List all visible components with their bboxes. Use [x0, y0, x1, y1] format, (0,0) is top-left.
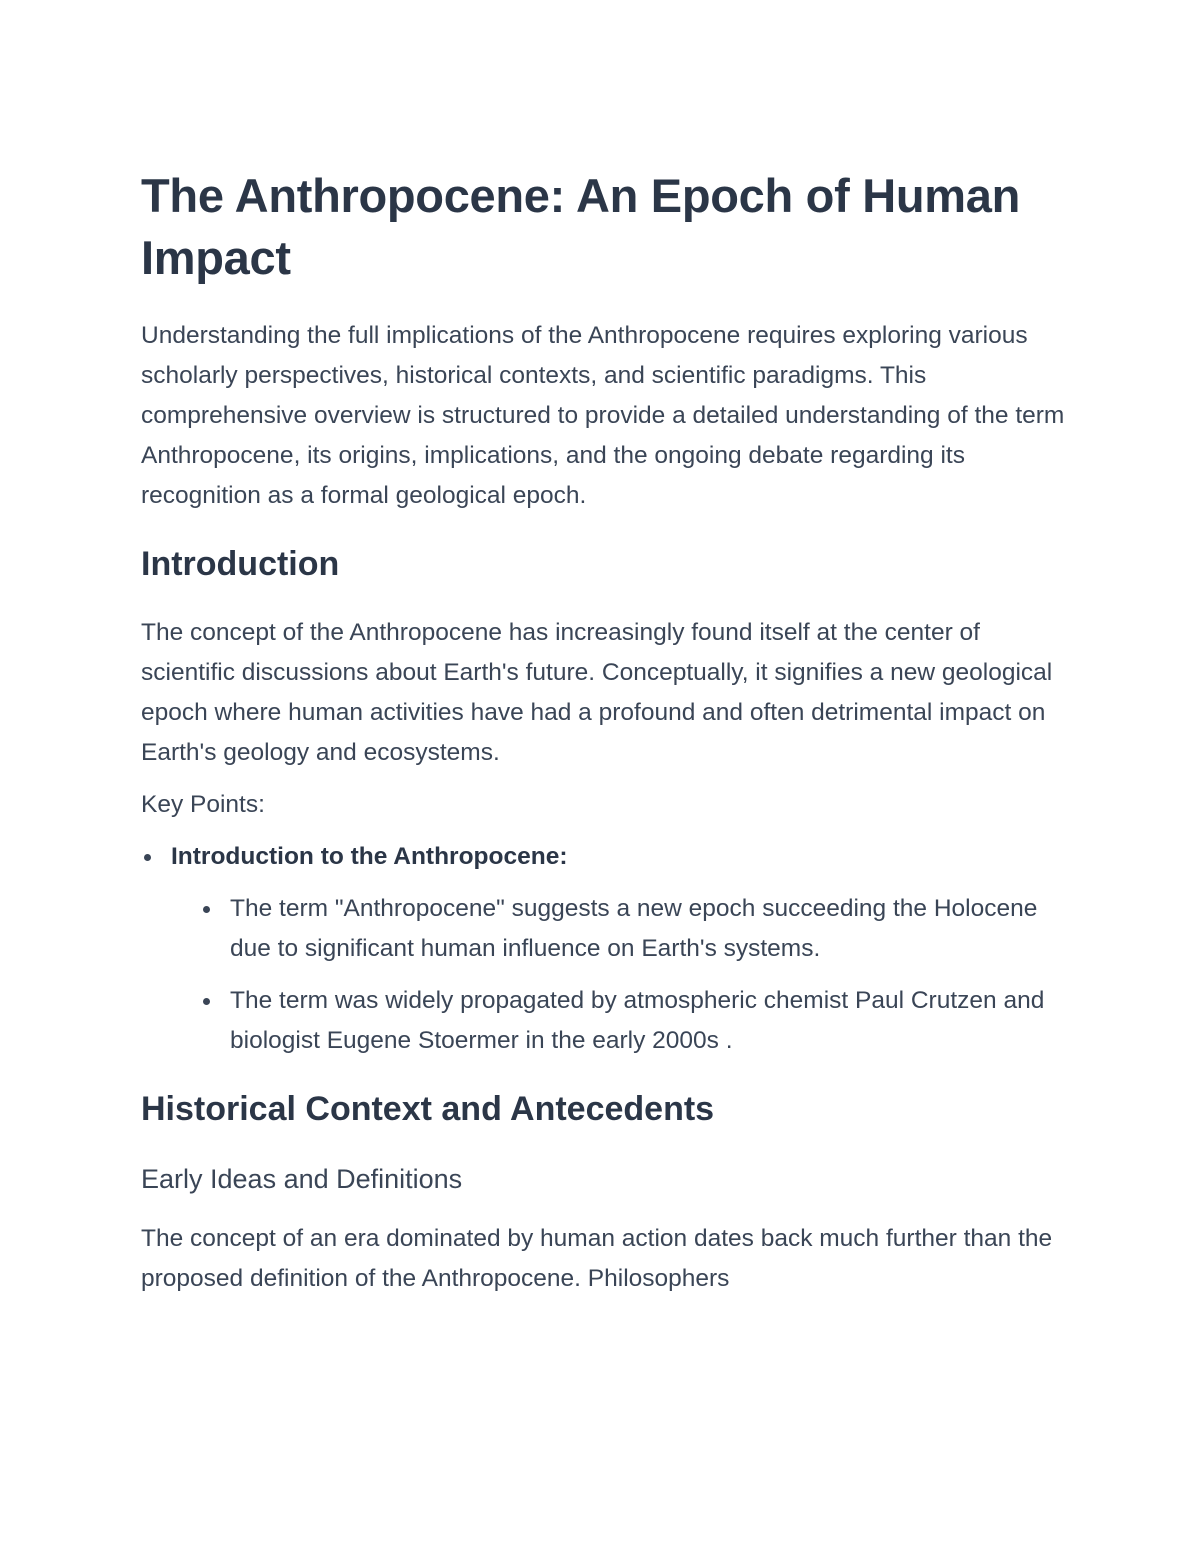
bullet-icon: [203, 906, 210, 913]
subsection-heading-early-ideas: Early Ideas and Definitions: [141, 1164, 463, 1194]
key-points-label: Key Points:: [141, 791, 265, 818]
key-point-item: [141, 837, 1066, 1061]
intro-paragraph: Understanding the full implications of the Anthropocene requires exploring various scholarly perspectives, historical contexts, and scientific paradigms. This comprehensive overview is structured to provide a detailed understanding of the term Anthropocene, its origins, implications, and the ongoing debate regarding its recognition as a formal geological epoch.: [141, 322, 1065, 509]
key-point-heading: Introduction to the Anthropocene:: [171, 843, 568, 870]
key-point-subitem: [171, 981, 1066, 1061]
section-heading-introduction: Introduction: [141, 545, 340, 583]
introduction-paragraph: The concept of the Anthropocene has increasingly found itself at the center of scientific discussions about Earth's future. Conceptually, it signifies a new geological epoch where human activities have had a profound and often detrimental impact on Earth's geology and ecosystems.: [141, 619, 1053, 766]
document-page: [141, 165, 1066, 1299]
bullet-icon: [144, 854, 151, 861]
key-point-subitem-text: The term "Anthropocene" suggests a new epoch succeeding the Holocene due to significant human influence on Earth's systems.: [230, 895, 1038, 962]
key-point-sublist: [171, 889, 1066, 1061]
bullet-icon: [203, 998, 210, 1005]
document-title: The Anthropocene: An Epoch of Human Impact: [141, 169, 1020, 284]
key-point-subitem-text: The term was widely propagated by atmospheric chemist Paul Crutzen and biologist Eugene Stoermer in the early 2000s .: [230, 987, 1045, 1054]
early-ideas-paragraph: The concept of an era dominated by human action dates back much further than the proposed definition of the Anthropocene. Philosophers: [141, 1225, 1053, 1292]
key-points-list: [141, 837, 1066, 1061]
section-heading-historical: Historical Context and Antecedents: [141, 1090, 715, 1128]
key-point-subitem: [171, 889, 1066, 969]
